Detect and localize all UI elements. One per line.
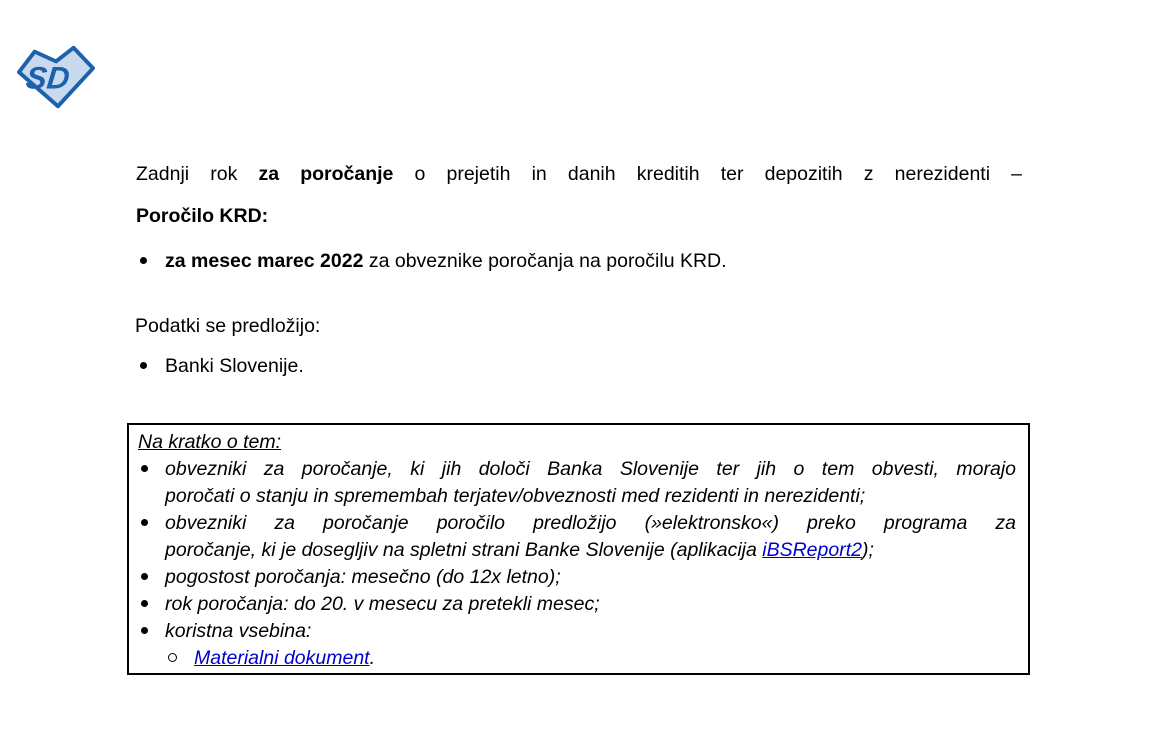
sd-logo-icon	[17, 44, 95, 110]
deadline-rest: za obveznike poročanja na poročilu KRD.	[368, 250, 727, 272]
sd-logo	[17, 44, 95, 110]
submission-bullet-item	[136, 354, 636, 378]
summary-bullet-2-text	[165, 510, 1016, 564]
ibsreport2-link[interactable]: iBSReport2	[762, 539, 862, 561]
summary-bullet-2-line1: obvezniki za poročanje poročilo predložijo (»elektronsko«) preko programa za	[165, 512, 1016, 534]
summary-bullet-2-line2-post: );	[861, 539, 874, 561]
summary-bullet-2-line2	[165, 537, 1016, 564]
materialni-dokument-link[interactable]: Materialni dokument	[194, 647, 370, 669]
submission-bullet-text: Banki Slovenije.	[165, 355, 304, 377]
summary-bullet-2	[138, 510, 1016, 564]
summary-bullet-4	[138, 591, 1016, 618]
bullet-icon	[138, 618, 165, 645]
intro-bold-phrase: za poročanje	[258, 163, 394, 185]
summary-sub-bullet-post: .	[369, 647, 376, 669]
deadline-bullet-item	[136, 249, 1026, 273]
bullet-icon	[138, 456, 165, 510]
intro-line1	[136, 153, 1022, 195]
bullet-icon	[138, 591, 165, 618]
summary-bullet-4-text: rok poročanja: do 20. v mesecu za pretekli mesec;	[165, 593, 600, 615]
intro-report-name: Poročilo KRD:	[136, 205, 269, 227]
summary-bullet-1-line1: obvezniki za poročanje, ki jih določi Banka Slovenije ter jih o tem obvesti, morajo	[165, 458, 1016, 480]
circle-bullet-icon	[168, 645, 194, 672]
summary-bullet-1-line2: poročati o stanju in spremembah terjatev/obveznosti med rezidenti in nerezidenti;	[165, 485, 866, 507]
bullet-icon	[136, 249, 165, 273]
sd-logo-letters: SD	[24, 60, 72, 96]
summary-sub-bullet	[168, 645, 1016, 672]
summary-bullet-1	[138, 456, 1016, 510]
deadline-bold: za mesec marec 2022	[165, 250, 364, 272]
deadline-bullet-text	[165, 249, 1026, 273]
summary-bullet-5	[138, 618, 1016, 645]
summary-bullet-3-text: pogostost poročanja: mesečno (do 12x letno);	[165, 566, 561, 588]
summary-bullet-3	[138, 564, 1016, 591]
summary-bullet-2-line2-pre: poročanje, ki je dosegljiv na spletni strani Banke Slovenije (aplikacija	[165, 539, 757, 561]
bullet-icon	[136, 354, 165, 378]
summary-box-title: Na kratko o tem:	[138, 431, 282, 453]
summary-bullet-1-text	[165, 456, 1016, 510]
intro-paragraph	[136, 153, 1022, 237]
summary-sub-bullet-text	[194, 645, 1016, 672]
summary-box	[127, 423, 1030, 675]
summary-bullet-5-text: koristna vsebina:	[165, 620, 312, 642]
bullet-icon	[138, 564, 165, 591]
submission-heading: Podatki se predložijo:	[135, 315, 321, 337]
bullet-icon	[138, 510, 165, 564]
intro-text-start: Zadnji rok	[136, 163, 238, 185]
intro-line2	[136, 195, 1022, 237]
intro-text-end: o prejetih in danih kreditih ter depozitih z nerezidenti –	[414, 163, 1023, 185]
